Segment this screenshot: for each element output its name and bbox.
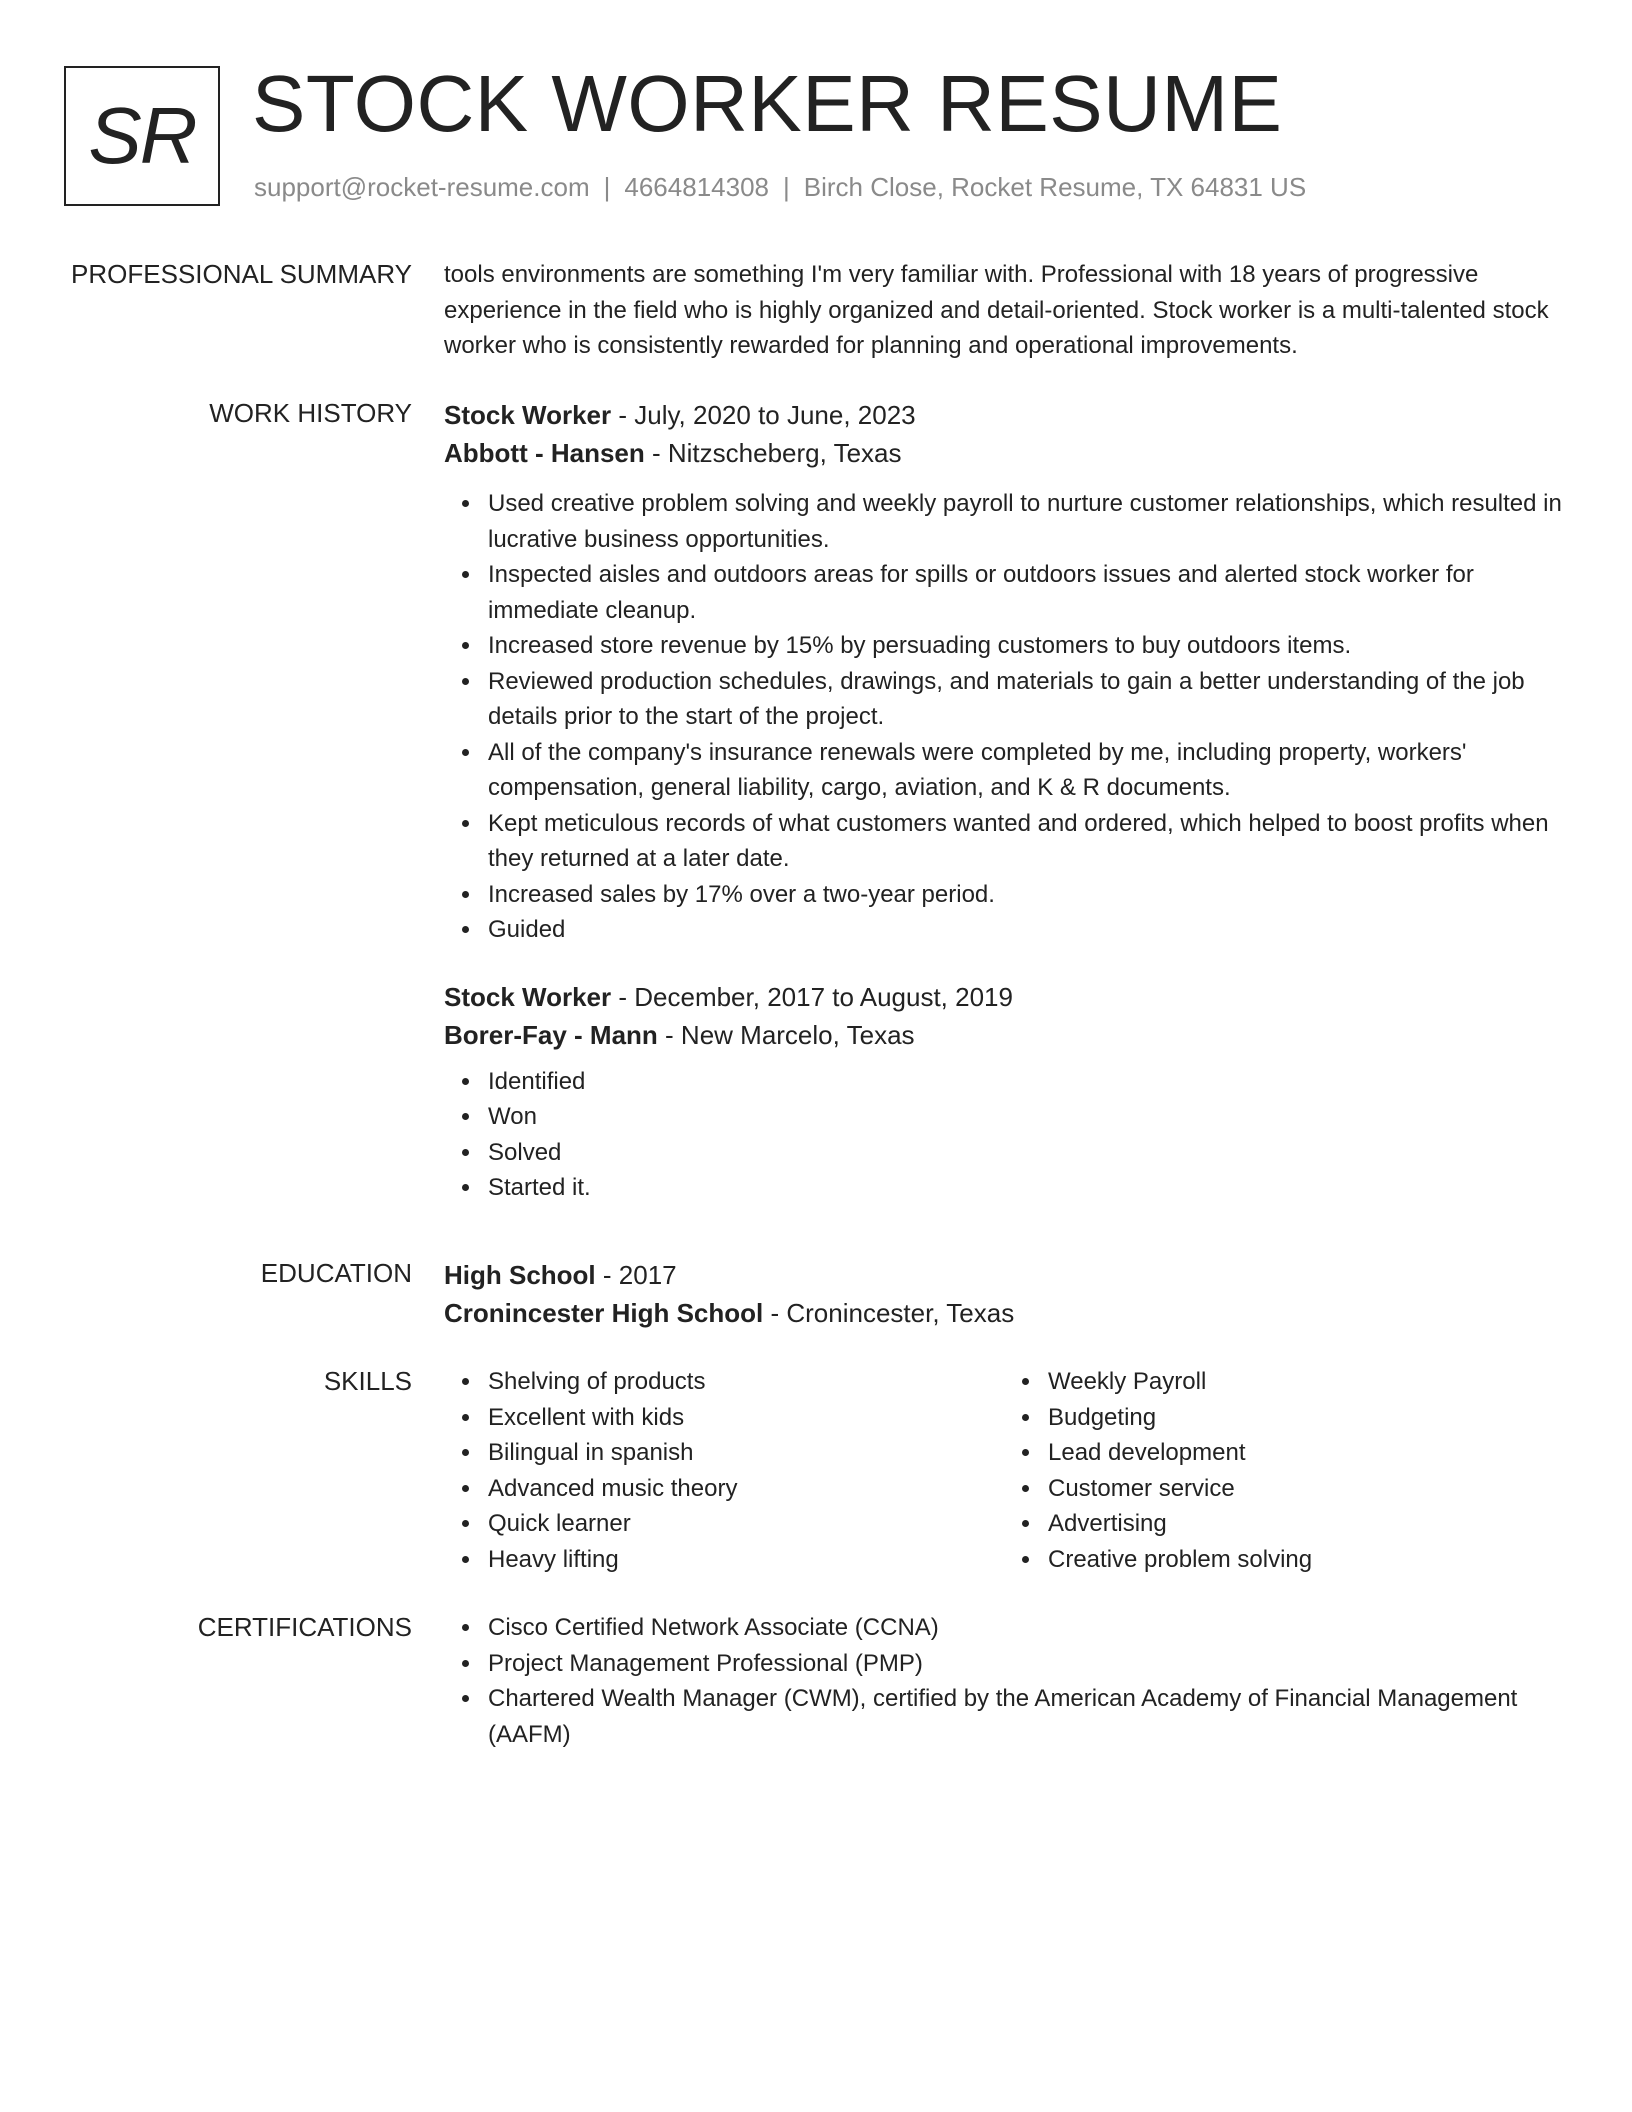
job-location: - New Marcelo, Texas [657,1019,915,1050]
section-label-work-history: WORK HISTORY [209,398,412,428]
list-item: Project Management Professional (PMP) [488,1646,1564,1682]
list-item: Advanced music theory [488,1471,1004,1507]
list-item: Quick learner [488,1506,1004,1542]
section-label-summary: PROFESSIONAL SUMMARY [71,259,412,289]
skills-grid [444,1364,1564,1577]
list-item: Excellent with kids [488,1400,1004,1436]
summary-body [444,257,1564,364]
list-item: Creative problem solving [1048,1542,1564,1578]
list-item: Solved [488,1135,1564,1171]
list-item: Won [488,1099,1564,1135]
list-item: Increased store revenue by 15% by persuading customers to buy outdoors items. [488,628,1564,664]
list-item: All of the company's insurance renewals were completed by me, including property, workers' compensation, general liability, cargo, aviation, and K & R documents. [488,735,1564,806]
list-item: Advertising [1048,1506,1564,1542]
job-dates: - July, 2020 to June, 2023 [611,400,916,430]
section-label-certifications: CERTIFICATIONS [197,1612,412,1642]
summary-text: tools environments are something I'm very familiar with. Professional with 18 years of progressive experience in the field who is highly organized and detail-oriented. Stock worker is a multi-talented stock worker who is consistently rewarded for planning and operational improvements. [444,261,1549,359]
list-item: Used creative problem solving and weekly payroll to nurture customer relationships, which resulted in lucrative business opportunities. [488,486,1564,557]
education-year: - 2017 [595,1260,677,1290]
certifications-body [444,1610,1564,1752]
resume-title: STOCK WORKER RESUME [252,59,1283,148]
job-company: Abbott - Hansen [444,438,645,468]
education-school-line [444,1294,1564,1332]
list-item: Guided [488,912,1564,948]
list-item: Identified [488,1064,1564,1100]
job-title: Stock Worker [444,400,612,430]
job-title-line [444,978,1564,1016]
list-item: Budgeting [1048,1400,1564,1436]
education-body [444,1256,1564,1332]
list-item: Chartered Wealth Manager (CWM), certified by the American Academy of Financial Management (AAFM) [488,1681,1564,1752]
education-degree: High School [444,1260,596,1290]
contact-separator: | [783,172,790,202]
education-degree-line [444,1256,1564,1294]
skills-list-left [444,1364,1004,1577]
list-item: Lead development [1048,1435,1564,1471]
contact-email[interactable]: support@rocket-resume.com [254,172,590,202]
list-item: Shelving of products [488,1364,1004,1400]
contact-address: Birch Close, Rocket Resume, TX 64831 US [803,172,1307,202]
skills-body [444,1364,1564,1577]
list-item: Customer service [1048,1471,1564,1507]
job-company-line [444,434,1564,472]
job-company-line [444,1016,1564,1054]
section-label-skills: SKILLS [323,1366,412,1396]
list-item: Increased sales by 17% over a two-year period. [488,877,1564,913]
list-item: Started it. [488,1170,1564,1206]
education-location: - Cronincester, Texas [763,1298,1015,1328]
job-location: - Nitzscheberg, Texas [644,438,902,468]
job-dates: - December, 2017 to August, 2019 [611,981,1013,1012]
skills-list-right [1004,1364,1564,1577]
job-bullets [444,486,1564,948]
list-item: Inspected aisles and outdoors areas for spills or outdoors issues and alerted stock worker for immediate cleanup. [488,557,1564,628]
job-title: Stock Worker [444,981,612,1012]
list-item: Heavy lifting [488,1542,1004,1578]
job-title-line [444,396,1564,434]
list-item: Bilingual in spanish [488,1435,1004,1471]
education-school: Cronincester High School [444,1298,764,1328]
list-item: Reviewed production schedules, drawings, and materials to gain a better understanding of the job details prior to the start of the project. [488,664,1564,735]
job-bullets [444,1064,1564,1206]
list-item: Cisco Certified Network Associate (CCNA) [488,1610,1564,1646]
job-entry [444,978,1564,1206]
job-entry [444,396,1564,948]
initials-monogram: SR [64,66,220,206]
list-item: Weekly Payroll [1048,1364,1564,1400]
contact-phone[interactable]: 4664814308 [624,172,769,202]
job-company: Borer-Fay - Mann [444,1019,658,1050]
section-label-education: EDUCATION [260,1258,412,1288]
certifications-list [444,1610,1564,1752]
contact-separator: | [603,172,611,202]
list-item: Kept meticulous records of what customers wanted and ordered, which helped to boost profits when they returned at a later date. [488,806,1564,877]
work-history-body [444,396,1564,1206]
contact-line [254,172,1306,203]
